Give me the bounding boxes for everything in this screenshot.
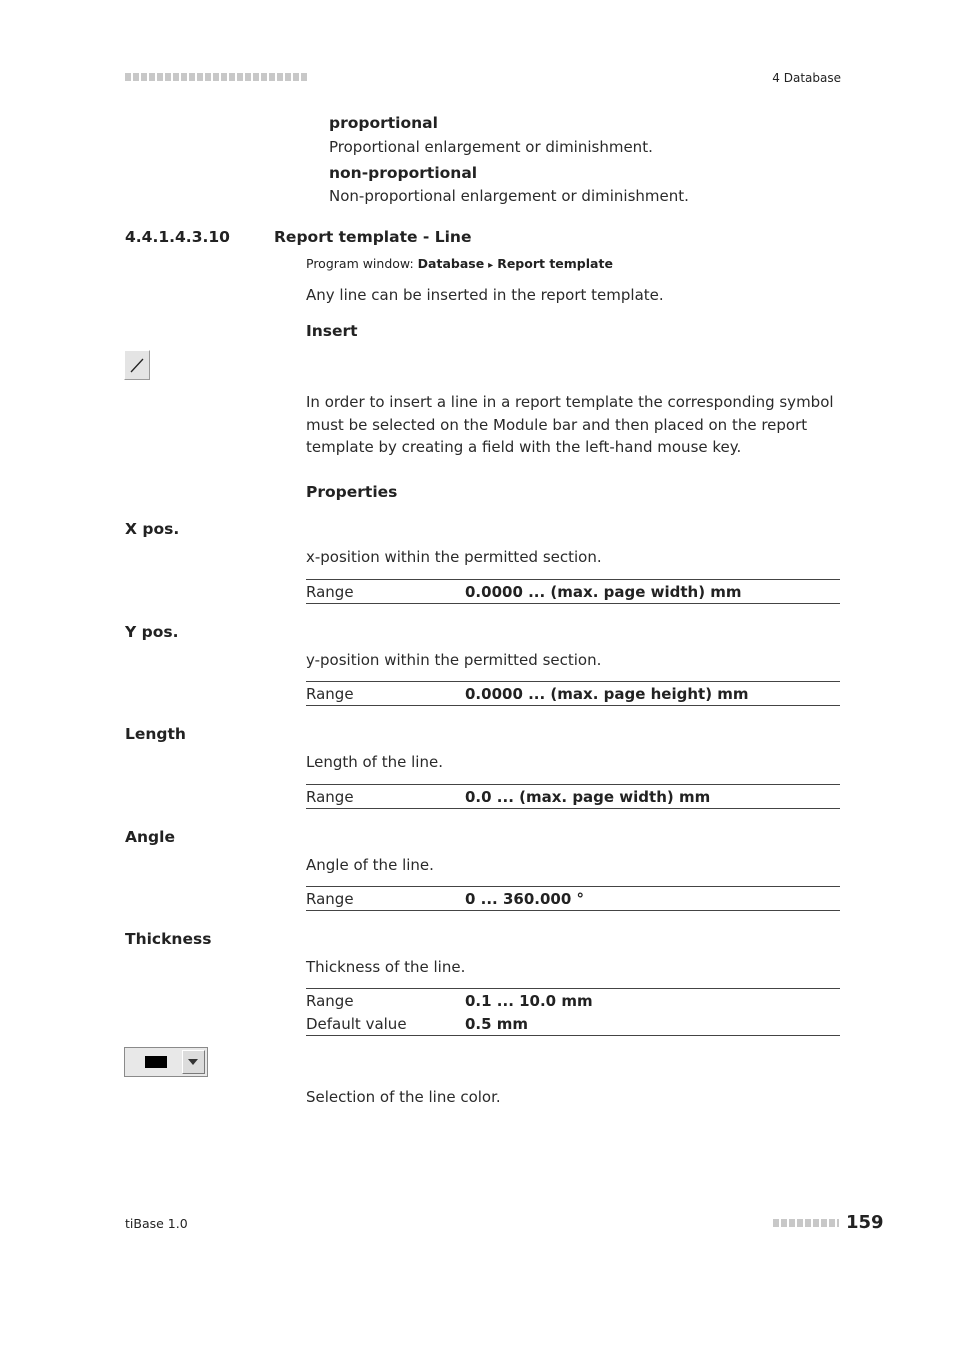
property-thickness-table <box>306 988 840 1036</box>
default-label: Default value <box>306 1014 407 1033</box>
color-desc: Selection of the line color. <box>306 1088 501 1106</box>
range-label: Range <box>306 582 354 601</box>
section-title: Report template - Line <box>274 228 472 246</box>
color-swatch <box>145 1056 167 1068</box>
program-window-label: Program window: <box>306 256 414 271</box>
path-arrow-icon: ▸ <box>488 260 494 271</box>
line-tool-icon[interactable] <box>124 350 150 380</box>
table-row <box>306 785 840 808</box>
property-y-pos-table <box>306 681 840 706</box>
page-number: 159 <box>846 1212 884 1233</box>
property-length-desc: Length of the line. <box>306 753 443 771</box>
insert-text: In order to insert a line in a report template the corresponding symbol must be selected on the Module bar and then placed on the report template by creating a field with the left-hand mouse key. <box>306 393 834 456</box>
range-value: 0 ... 360.000 ° <box>465 889 585 908</box>
range-label: Range <box>306 787 354 806</box>
term-proportional: proportional <box>329 114 438 132</box>
term-non-proportional-desc: Non-proportional enlargement or diminishment. <box>329 187 689 205</box>
line-color-dropdown[interactable] <box>124 1047 208 1077</box>
insert-heading: Insert <box>306 322 358 340</box>
header-decoration <box>125 73 307 81</box>
properties-heading: Properties <box>306 483 398 501</box>
property-thickness: Thickness <box>125 930 212 948</box>
property-x-pos-desc: x-position within the permitted section. <box>306 548 602 566</box>
table-row <box>306 989 840 1012</box>
table-row <box>306 682 840 705</box>
property-y-pos-desc: y-position within the permitted section. <box>306 651 602 669</box>
table-row <box>306 1012 840 1035</box>
chapter-title: 4 Database <box>772 71 841 85</box>
path-report-template: Report template <box>497 256 613 271</box>
chevron-down-icon[interactable] <box>182 1050 205 1074</box>
range-value: 0.0000 ... (max. page height) mm <box>465 684 749 703</box>
program-window-path <box>306 256 613 271</box>
property-length-table <box>306 784 840 809</box>
range-label: Range <box>306 991 354 1010</box>
path-database: Database <box>417 256 485 271</box>
section-number: 4.4.1.4.3.10 <box>125 228 230 246</box>
term-non-proportional: non-proportional <box>329 164 478 182</box>
table-row <box>306 887 840 910</box>
property-x-pos-table <box>306 579 840 604</box>
term-proportional-desc: Proportional enlargement or diminishment. <box>329 138 653 156</box>
property-angle-desc: Angle of the line. <box>306 856 434 874</box>
table-row <box>306 580 840 603</box>
footer-product: tiBase 1.0 <box>125 1216 188 1231</box>
range-value: 0.0 ... (max. page width) mm <box>465 787 711 806</box>
property-angle-table <box>306 886 840 911</box>
property-x-pos: X pos. <box>125 520 180 538</box>
footer-decoration <box>773 1219 839 1227</box>
property-y-pos: Y pos. <box>125 623 179 641</box>
property-angle: Angle <box>125 828 175 846</box>
property-length: Length <box>125 725 186 743</box>
range-value: 0.1 ... 10.0 mm <box>465 991 593 1010</box>
section-intro: Any line can be inserted in the report template. <box>306 286 664 304</box>
default-value: 0.5 mm <box>465 1014 529 1033</box>
range-label: Range <box>306 684 354 703</box>
property-thickness-desc: Thickness of the line. <box>306 958 466 976</box>
range-value: 0.0000 ... (max. page width) mm <box>465 582 742 601</box>
range-label: Range <box>306 889 354 908</box>
